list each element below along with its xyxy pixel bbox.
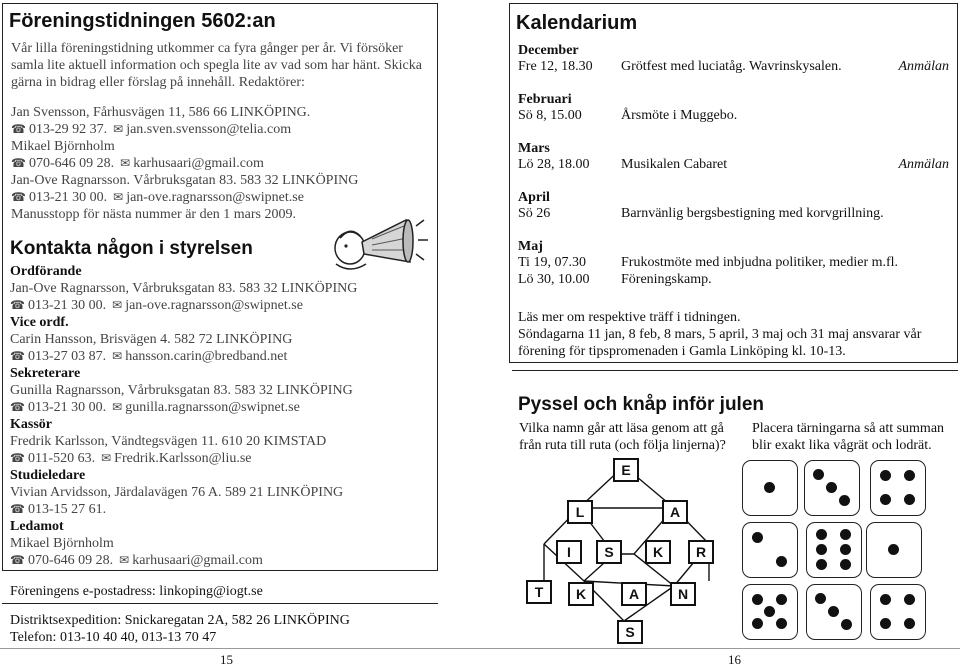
board-phone: 013-21 30 00.	[27, 298, 107, 313]
letter-tile: L	[567, 500, 593, 524]
letter-tile: E	[613, 458, 639, 482]
editor-text: Manusstopp för nästa nummer är den 1 mars 2009.	[11, 207, 296, 222]
die	[870, 460, 926, 516]
phone-icon: ☎	[11, 122, 26, 136]
board-address: Jan-Ove Ragnarsson, Vårbruksgatan 83. 583 32 LINKÖPING	[10, 281, 358, 296]
event-date: Ti 19, 07.30	[518, 255, 586, 270]
calendar-month: Maj	[518, 239, 543, 254]
die-pip	[752, 532, 763, 543]
die-pip	[840, 529, 851, 540]
die	[866, 522, 922, 578]
editor-list	[11, 104, 358, 223]
phone-icon: ☎	[10, 400, 25, 414]
die-pip	[752, 594, 763, 605]
board-phone: 070-646 09 28.	[27, 553, 114, 568]
die	[804, 460, 860, 516]
die-pip	[839, 495, 850, 506]
email-link[interactable]: jan.sven.svensson@telia.com	[126, 122, 292, 137]
phone-icon: ☎	[11, 190, 26, 204]
signup-link[interactable]: Anmälan	[898, 157, 949, 172]
board-address: Carin Hansson, Brisvägen 4. 582 72 LINKÖPING	[10, 332, 293, 347]
intro-line: gärna in bidrag eller förslag på innehåll. Redaktörer:	[11, 75, 305, 90]
die	[742, 584, 798, 640]
event-date: Sö 8, 15.00	[518, 108, 582, 123]
editor-line	[11, 155, 358, 172]
puzzle-right-line: blir exakt lika vågrät och lodrät.	[752, 438, 932, 453]
board-phone: 013-15 27 61.	[27, 502, 107, 517]
board-contact	[10, 450, 357, 467]
board-phone: 013-21 30 00.	[27, 400, 107, 415]
die-pip	[815, 593, 826, 604]
board-address: Gunilla Ragnarsson, Vårbruksgatan 83. 583 32 LINKÖPING	[10, 383, 353, 398]
die-pip	[826, 482, 837, 493]
die-pip	[904, 594, 915, 605]
mail-icon: ✉	[112, 349, 123, 363]
editor-line	[11, 104, 358, 121]
email-link[interactable]: karhusaari@gmail.com	[133, 156, 264, 171]
email-link[interactable]: gunilla.ragnarsson@swipnet.se	[125, 400, 300, 415]
puzzle-left-text	[519, 420, 726, 454]
board-role: Kassör	[10, 417, 52, 432]
letter-tile: K	[568, 582, 594, 606]
mail-icon: ✉	[119, 553, 130, 567]
editor-text: Mikael Björnholm	[11, 139, 115, 154]
mail-icon: ✉	[113, 190, 124, 204]
page-number-left: 15	[220, 652, 233, 667]
board-address: Fredrik Karlsson, Vändtegsvägen 11. 610 20 KIMSTAD	[10, 434, 327, 449]
letter-tile: S	[617, 620, 643, 644]
mail-icon: ✉	[112, 400, 123, 414]
editor-line	[11, 189, 358, 206]
die-pip	[840, 544, 851, 555]
event-date: Lö 28, 18.00	[518, 157, 590, 172]
intro-line: samla lite aktuell information och spegla lite av vad som har hänt. Skicka	[11, 58, 422, 73]
die	[742, 522, 798, 578]
letter-tile: T	[526, 580, 552, 604]
die-pip	[904, 494, 915, 505]
board-title: Kontakta någon i styrelsen	[10, 238, 253, 259]
die-pip	[880, 494, 891, 505]
puzzle-right-text	[752, 420, 944, 454]
letter-tile: A	[662, 500, 688, 524]
die-pip	[764, 482, 775, 493]
calendar-sunday-text: förening för tipspromenaden i Gamla Linköping kl. 10-13.	[518, 344, 846, 359]
board-list	[10, 263, 357, 569]
editor-text: Jan-Ove Ragnarsson. Vårbruksgatan 83. 583 32 LINKÖPING	[11, 173, 359, 188]
association-email: Föreningens e-postadress: linkoping@iogt.se	[10, 584, 263, 599]
calendar-box	[509, 3, 958, 363]
letter-tile: S	[596, 540, 622, 564]
board-phone: 013-27 03 87.	[27, 349, 107, 364]
puzzle-left-line: Vilka namn går att läsa genom att gå	[519, 421, 724, 436]
calendar-month: Februari	[518, 92, 572, 107]
event-title: Årsmöte i Muggebo.	[621, 108, 738, 123]
editor-text: Jan Svensson, Fårhusvägen 11, 586 66 LINKÖPING.	[11, 105, 311, 120]
calendar-more: Läs mer om respektive träff i tidningen.	[518, 310, 741, 325]
die-pip	[828, 606, 839, 617]
section-divider	[512, 370, 958, 371]
board-address: Vivian Arvidsson, Järdalavägen 76 A. 589 21 LINKÖPING	[10, 485, 344, 500]
board-role: Ledamot	[10, 519, 64, 534]
event-title: Föreningskamp.	[621, 272, 712, 287]
die-pip	[813, 469, 824, 480]
intro-line: Vår lilla föreningstidning utkommer ca fyra gånger per år. Vi försöker	[11, 41, 403, 56]
editor-line	[11, 138, 358, 155]
die-pip	[776, 594, 787, 605]
die-pip	[752, 618, 763, 629]
editor-line	[11, 206, 358, 223]
page-number-right: 16	[728, 652, 741, 667]
board-role: Studieledare	[10, 468, 86, 483]
mail-icon: ✉	[113, 122, 124, 136]
bottom-rule	[0, 648, 960, 649]
die-pip	[816, 529, 827, 540]
event-date: Fre 12, 18.30	[518, 59, 593, 74]
phone-icon: ☎	[10, 502, 25, 516]
letter-tile: A	[621, 582, 647, 606]
phone-icon: ☎	[10, 451, 25, 465]
board-contact	[10, 552, 357, 569]
event-date: Lö 30, 10.00	[518, 272, 590, 287]
editor-line	[11, 172, 358, 189]
editor-text: 013-29 92 37.	[28, 122, 108, 137]
mail-icon: ✉	[101, 451, 112, 465]
phone-icon: ☎	[10, 349, 25, 363]
email-link[interactable]: hansson.carin@bredband.net	[125, 349, 288, 364]
die-pip	[888, 544, 899, 555]
die	[806, 522, 862, 578]
mail-icon: ✉	[112, 298, 123, 312]
calendar-month: Mars	[518, 141, 550, 156]
board-contact	[10, 399, 357, 416]
calendar-month: December	[518, 43, 579, 58]
letter-tile: R	[688, 540, 714, 564]
footer-divider	[2, 603, 438, 604]
letter-tile: N	[670, 582, 696, 606]
event-title: Barnvänlig bergsbestigning med korvgrillning.	[621, 206, 884, 221]
phone-icon: ☎	[10, 298, 25, 312]
die-pip	[816, 559, 827, 570]
phone-icon: ☎	[10, 553, 25, 567]
die-pip	[904, 470, 915, 481]
die-pip	[841, 619, 852, 630]
board-role: Sekreterare	[10, 366, 81, 381]
email-link[interactable]: jan-ove.ragnarsson@swipnet.se	[125, 298, 303, 313]
event-title: Musikalen Cabaret	[621, 157, 728, 172]
event-date: Sö 26	[518, 206, 551, 221]
die-pip	[880, 470, 891, 481]
puzzle-left-line: från ruta till ruta (och följa linjerna)?	[519, 438, 726, 453]
signup-link[interactable]: Anmälan	[898, 59, 949, 74]
die-pip	[776, 556, 787, 567]
die-pip	[880, 594, 891, 605]
puzzle-title: Pyssel och knåp inför julen	[518, 394, 765, 415]
board-phone: 011-520 63.	[27, 451, 96, 466]
board-address: Mikael Björnholm	[10, 536, 114, 551]
puzzle-right-line: Placera tärningarna så att summan	[752, 421, 945, 436]
calendar-title: Kalendarium	[516, 12, 638, 34]
editor-line	[11, 121, 358, 138]
calendar-month: April	[518, 190, 550, 205]
page-title: Föreningstidningen 5602:an	[9, 10, 276, 32]
letter-tile: I	[556, 540, 582, 564]
phone-icon: ☎	[11, 156, 26, 170]
die-pip	[764, 606, 775, 617]
die-pip	[776, 618, 787, 629]
footer-phone: Telefon: 013-10 40 40, 013-13 70 47	[10, 630, 217, 645]
board-contact	[10, 348, 357, 365]
die-pip	[880, 618, 891, 629]
intro-text	[11, 40, 422, 91]
email-link[interactable]: Fredrik.Karlsson@liu.se	[114, 451, 252, 466]
board-contact	[10, 501, 357, 518]
event-title: Frukostmöte med inbjudna politiker, medier m.fl.	[621, 255, 899, 270]
mail-icon: ✉	[120, 156, 131, 170]
board-role: Vice ordf.	[10, 315, 69, 330]
die-pip	[904, 618, 915, 629]
letter-tile: K	[645, 540, 671, 564]
die	[742, 460, 798, 516]
email-link[interactable]: jan-ove.ragnarsson@swipnet.se	[126, 190, 304, 205]
email-link[interactable]: karhusaari@gmail.com	[132, 553, 263, 568]
die	[806, 584, 862, 640]
die-pip	[840, 559, 851, 570]
board-role: Ordförande	[10, 264, 82, 279]
editor-text: 013-21 30 00.	[28, 190, 108, 205]
board-contact	[10, 297, 357, 314]
event-title: Grötfest med luciatåg. Wavrinskysalen.	[621, 59, 842, 74]
die-pip	[816, 544, 827, 555]
footer-address: Distriktsexpedition: Snickaregatan 2A, 582 26 LINKÖPING	[10, 613, 350, 628]
die	[870, 584, 926, 640]
editor-text: 070-646 09 28.	[28, 156, 115, 171]
calendar-sunday-text: Söndagarna 11 jan, 8 feb, 8 mars, 5 april, 3 maj och 31 maj ansvarar vår	[518, 327, 922, 342]
